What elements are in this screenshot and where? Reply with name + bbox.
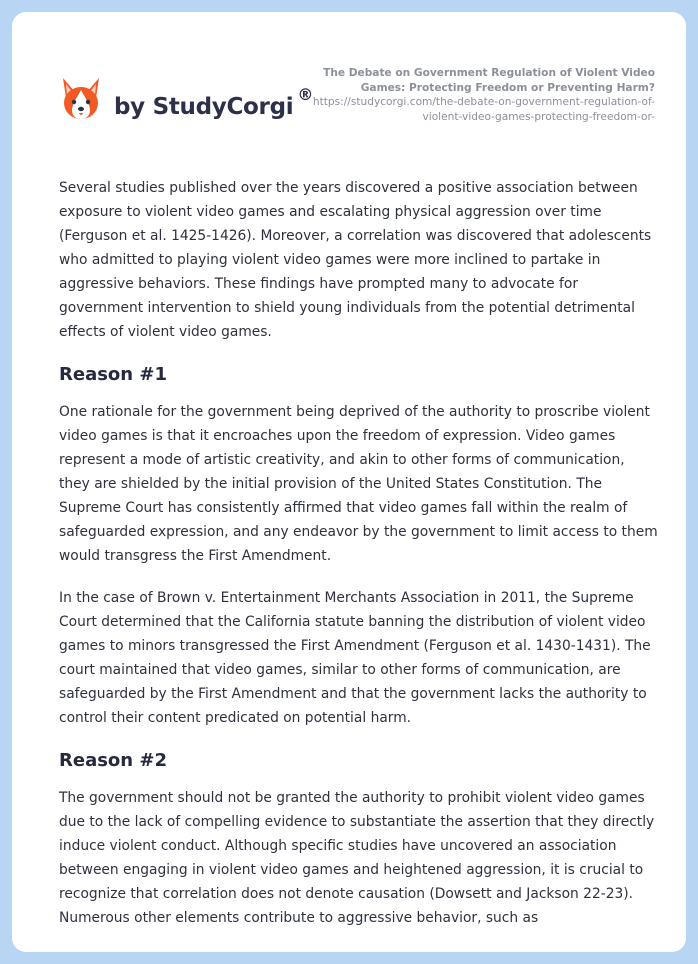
- document-body: [59, 176, 659, 948]
- reason1-paragraph-2: In the case of Brown v. Entertainment Merchants Association in 2011, the Supreme Court determined that the California statute banning the distribution of violent video games to minors transgressed the First Amendment (Ferguson et al. 1430-1431). The court maintained that video games, similar to other forms of communication, are safeguarded by the First Amendment and that the government lacks the authority to control their content predicated on potential harm.: [59, 590, 651, 726]
- document-title: The Debate on Government Regulation of Violent Video Games: Protecting Freedom or Preventing Harm?: [323, 67, 655, 94]
- document-info: [310, 66, 655, 124]
- corgi-logo-icon: [60, 76, 102, 122]
- document-page: [12, 12, 686, 952]
- intro-paragraph: Several studies published over the years discovered a positive association between exposure to violent video games and escalating physical aggression over time (Ferguson et al. 1425-1426). Moreover, a correlation was discovered that adolescents who admitted to playing violent video games were more inclined to partake in aggressive behaviors. These findings have prompted many to advocate for government intervention to shield young individuals from the potential detrimental effects of violent video games.: [59, 180, 652, 340]
- brand-logo[interactable]: [60, 76, 313, 122]
- page-header: [12, 12, 686, 162]
- reason1-paragraph-1: One rationale for the government being deprived of the authority to proscribe violent video games is that it encroaches upon the freedom of expression. Video games represent a mode of artistic creativity, and akin to other forms of communication, they are shielded by the initial provision of the United States Constitution. The Supreme Court has consistently affirmed that video games fall within the realm of safeguarded expression, and any endeavor by the government to limit access to them would transgress the First Amendment.: [59, 404, 658, 564]
- document-url[interactable]: https://studycorgi.com/the-debate-on-government-regulation-of-violent-video-games-protecting-freedom-or-: [312, 96, 655, 123]
- reason2-paragraph-1: The government should not be granted the authority to prohibit violent video games due to the lack of compelling evidence to substantiate the assertion that they directly induce violent conduct. Although specific studies have uncovered an association between engaging in violent video games and heightened aggression, it is crucial to recognize that correlation does not denote causation (Dowsett and Jackson 22-23). Numerous other elements contribute to aggressive behavior, such as: [59, 790, 655, 926]
- registered-mark: ®: [297, 84, 314, 104]
- brand-name: by StudyCorgi ®: [114, 84, 314, 120]
- reason1-heading: Reason #1: [59, 364, 167, 385]
- reason2-heading: Reason #2: [59, 750, 167, 771]
